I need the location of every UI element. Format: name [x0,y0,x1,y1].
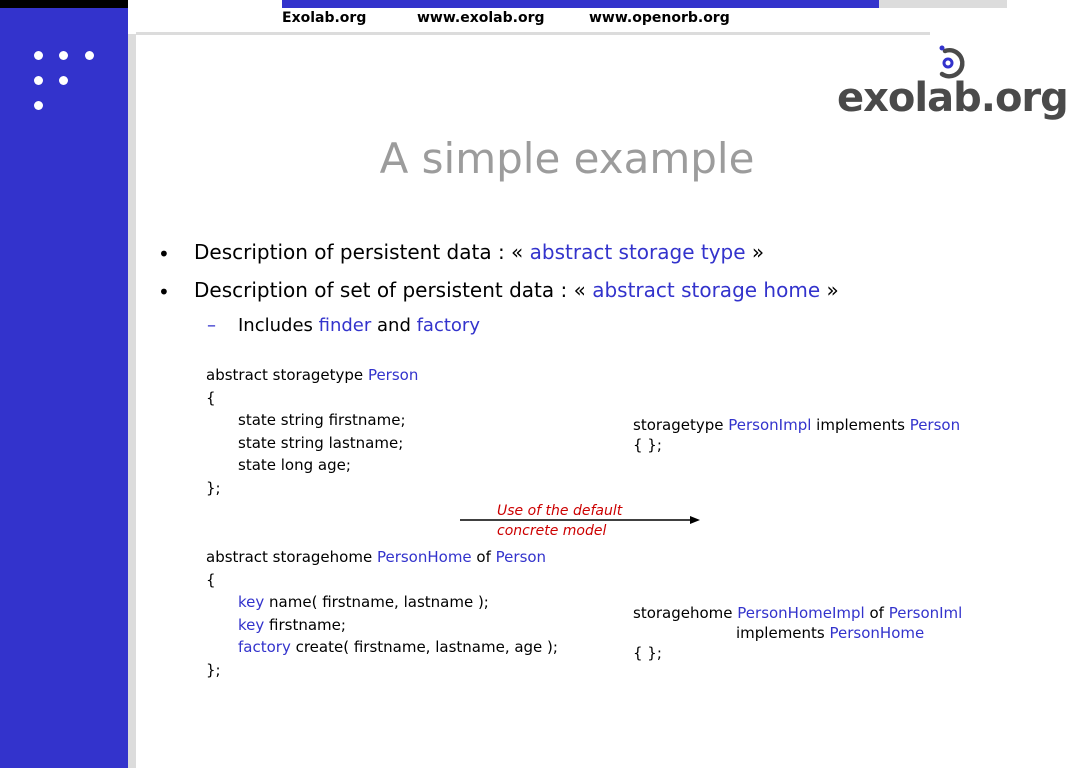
code-line [206,546,558,569]
sub-bullet-factory: factory [416,315,480,336]
link-exolab-org[interactable]: Exolab.org [282,10,367,26]
decor-dot [85,51,94,60]
code-keyword: of [864,604,889,622]
code-keyword-key: key [238,593,265,611]
code-keyword: storagetype [633,416,729,434]
code-line: state string lastname; [238,433,404,452]
code-keyword-factory: factory [238,638,291,656]
link-www-openorb-org[interactable]: www.openorb.org [589,10,730,26]
sub-bullet-dash: – [207,315,216,336]
code-line [206,636,558,659]
code-line [206,614,558,637]
code-line: }; [206,660,221,679]
code-text: name( firstname, lastname ); [264,593,489,611]
bullet-marker: • [158,242,170,266]
code-keyword: implements [811,416,910,434]
code-storagetype [206,364,418,499]
code-keyword: abstract storagetype [206,366,368,384]
code-keyword-key: key [238,615,265,634]
code-line: { }; [633,436,662,454]
exolab-logo [835,42,1068,122]
code-keyword: implements [736,624,830,642]
logo-text: exolab.org [837,75,1068,121]
code-type-name: PersonImpl [728,416,812,434]
bullet-suffix: » [745,240,765,264]
arrow-note [497,501,622,541]
bullet-text: Description of set of persistent data : « [194,278,593,302]
code-keyword: abstract storagehome [206,548,377,566]
bullet-item [194,240,764,264]
code-text: create( firstname, lastname, age ); [290,638,558,656]
code-line: }; [206,478,221,497]
decor-dot [34,101,43,110]
decor-dot [34,51,43,60]
decor-dot [59,76,68,85]
top-accent-bar [282,0,879,8]
code-keyword: of [471,548,496,566]
code-type-name: Person [495,548,547,566]
code-type-name: Person [367,366,419,384]
bullet-suffix: » [820,278,839,302]
code-type-name: PersonHome [376,548,472,566]
arrow-note-line: concrete model [497,523,607,539]
code-line [633,603,962,623]
code-storagetype-impl [633,415,960,455]
code-storagehome [206,546,558,681]
top-gray-bar [879,0,1007,8]
slide-title: A simple example [379,134,755,183]
sidebar-top-bar [0,0,128,8]
bullet-highlight: abstract storage home [592,278,821,302]
code-type-name: PersonHome [829,624,925,642]
arrow-note-line: Use of the default [497,503,623,519]
code-line: state long age; [238,456,351,474]
code-storagehome-impl [633,603,962,663]
bullet-text: Description of persistent data : « [194,240,530,264]
code-line [206,591,558,614]
code-keyword: storagehome [633,604,738,622]
header-divider [136,32,930,35]
code-text: firstname; [264,615,346,634]
code-type-name: Person [909,416,961,434]
code-line: { [206,570,216,589]
code-line: { }; [633,644,662,662]
code-line: state string firstname; [238,411,406,429]
bullet-item [194,278,839,302]
sub-bullet-finder: finder [318,315,372,336]
code-line: { [206,388,216,407]
decor-dot [59,51,68,60]
bullet-marker: • [158,280,170,304]
sidebar-panel [0,0,128,768]
code-line [633,623,962,643]
bullet-highlight: abstract storage type [529,240,746,264]
sub-bullet-item [238,315,480,337]
decor-dot [34,76,43,85]
sub-bullet-and: and [371,315,417,336]
code-line [206,364,418,387]
link-www-exolab-org[interactable]: www.exolab.org [417,10,545,26]
code-type-name: PersonHomeImpl [737,604,865,622]
code-line [633,415,960,435]
sub-bullet-text: Includes [238,315,319,336]
code-type-name: PersonIml [888,604,963,622]
sidebar-shadow [128,34,136,768]
